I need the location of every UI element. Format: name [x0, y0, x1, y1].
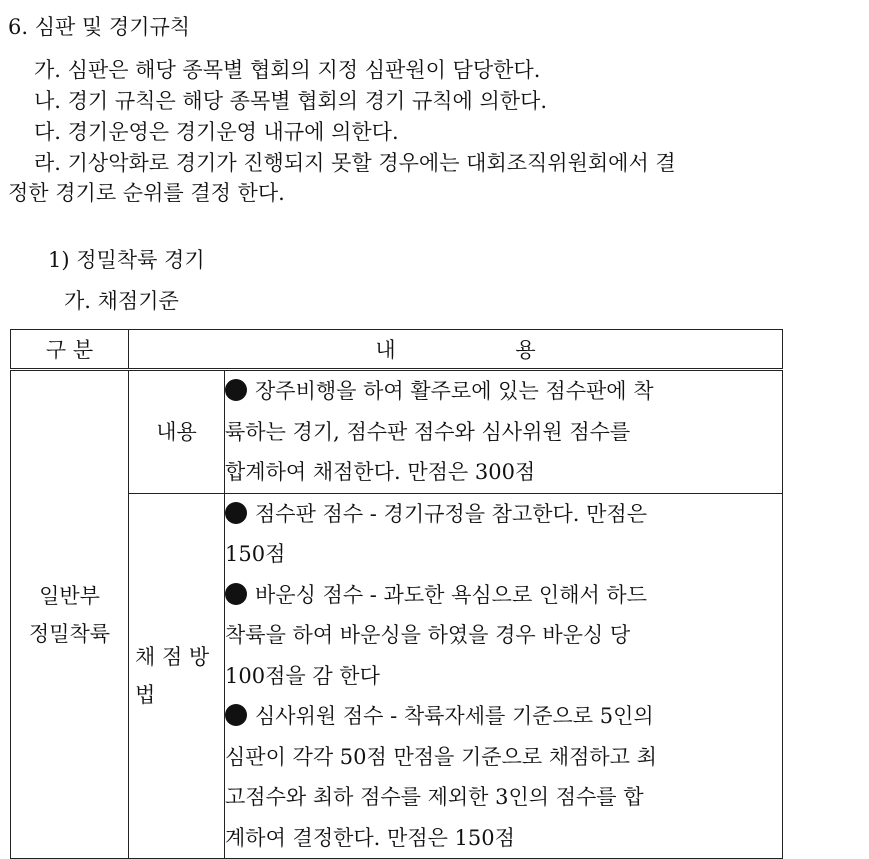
row2-item1-line1: 점수판 점수 - 경기규정을 참고한다. 만점은 — [225, 494, 782, 535]
category-cell — [11, 370, 129, 859]
subsection-subtitle: 가. 채점기준 — [64, 289, 179, 313]
category-line2: 정밀착륙 — [28, 621, 111, 646]
bullet-icon — [225, 704, 247, 726]
row2-label-line2: 법 — [135, 682, 156, 707]
section-title: 6. 심판 및 경기규칙 — [8, 15, 191, 39]
category-line1: 일반부 — [39, 583, 100, 608]
row2-item1-line2: 150점 — [225, 542, 286, 566]
section-item-ra-cont: 정한 경기로 순위를 결정 한다. — [8, 181, 285, 205]
row2-item3-line3: 고점수와 최하 점수를 제외한 3인의 점수를 합 — [225, 785, 644, 809]
subsection-title: 1) 정밀착륙 경기 — [48, 248, 205, 272]
row1-label: 내용 — [129, 370, 225, 494]
header-content — [129, 330, 783, 370]
row2-label — [129, 493, 225, 859]
section-item-ra: 라. 기상악화로 경기가 진행되지 못할 경우에는 대회조직위원회에서 결 — [34, 151, 676, 175]
header-content-char1: 내 — [375, 338, 396, 362]
row1-line3: 합계하여 채점한다. 만점은 300점 — [225, 460, 536, 484]
bullet-icon — [225, 502, 247, 524]
table-header-row — [11, 330, 783, 370]
bullet-icon — [225, 583, 247, 605]
row2-label-line1: 채 점 방 — [135, 644, 210, 669]
row2-item2-line3: 100점을 감 한다 — [225, 663, 380, 688]
section-item-da: 다. 경기운영은 경기운영 내규에 의한다. — [34, 120, 399, 144]
table-row — [11, 370, 783, 494]
row2-item3-line1: 심사위원 점수 - 착륙자세를 기준으로 5인의 — [225, 696, 782, 737]
row2-item2-line1: 바운싱 점수 - 과도한 욕심으로 인해서 하드 — [225, 575, 782, 616]
row1-line1: 장주비행을 하여 활주로에 있는 점수판에 착 — [225, 371, 782, 412]
section-item-ga: 가. 심판은 해당 종목별 협회의 지정 심판원이 담당한다. — [34, 58, 541, 82]
row2-item3-line4: 계하여 결정한다. 만점은 150점 — [225, 825, 515, 850]
row1-line2: 륙하는 경기, 점수판 점수와 심사위원 점수를 — [225, 419, 631, 444]
scoring-table — [10, 329, 783, 859]
row2-item3-line2: 심판이 각각 50점 만점을 기준으로 채점하고 최 — [225, 744, 657, 769]
section-item-na: 나. 경기 규칙은 해당 종목별 협회의 경기 규칙에 의한다. — [34, 89, 548, 113]
bullet-icon — [225, 379, 247, 401]
header-category: 구 분 — [11, 330, 129, 370]
header-content-char2: 용 — [515, 338, 536, 362]
row2-content — [225, 493, 783, 859]
row1-content — [225, 370, 783, 494]
row2-item2-line2: 착륙을 하여 바운싱을 하였을 경우 바운싱 당 — [225, 623, 631, 647]
